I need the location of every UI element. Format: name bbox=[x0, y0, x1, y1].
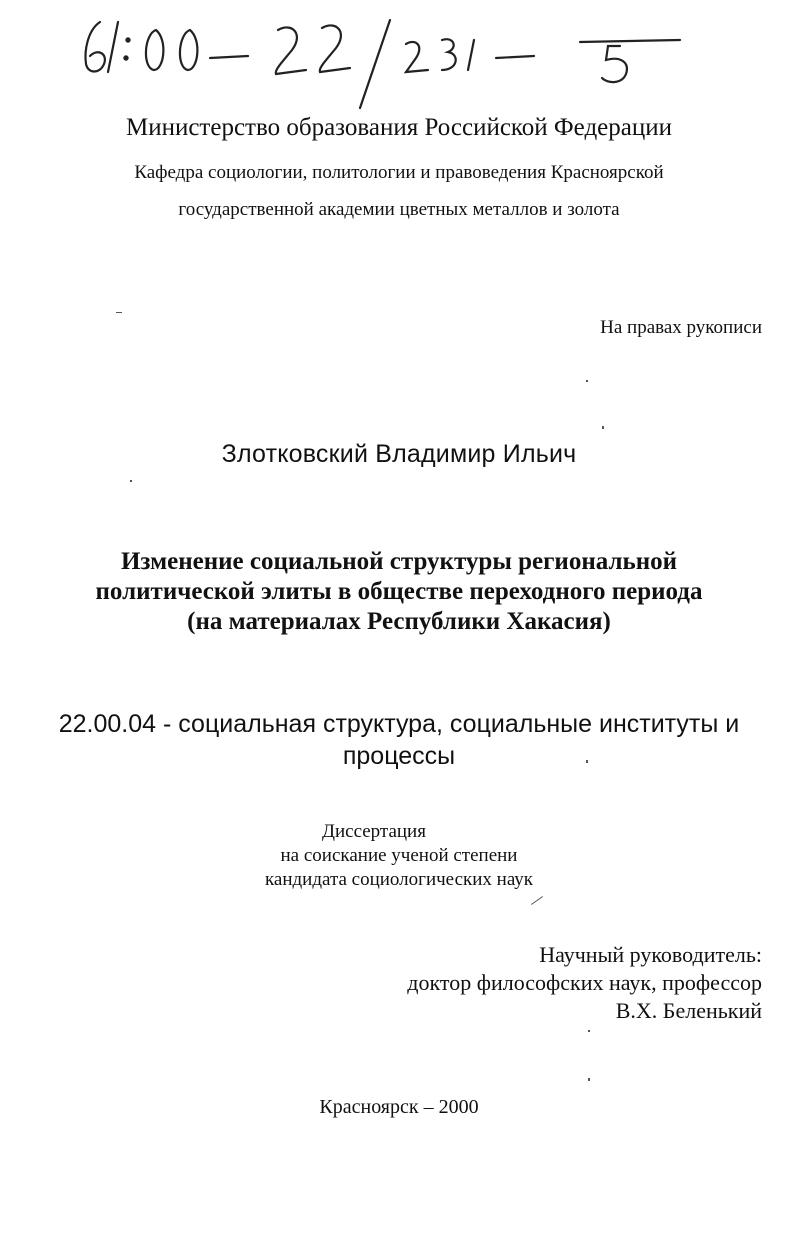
author-name: Злотковский Владимир Ильич bbox=[221, 440, 577, 468]
title-line-3: (на материалах Республики Хакасия) bbox=[187, 608, 611, 635]
scan-speck bbox=[588, 1078, 590, 1081]
supervisor-label: Научный руководитель: bbox=[539, 942, 762, 967]
dissertation-title bbox=[0, 547, 798, 637]
supervisor-block bbox=[407, 941, 762, 1025]
scan-speck bbox=[116, 312, 122, 313]
degree-line-2: на соискание ученой степени bbox=[280, 845, 518, 866]
degree-statement bbox=[0, 820, 798, 892]
scan-speck bbox=[586, 760, 588, 763]
specialty-line-2: процессы bbox=[342, 742, 456, 770]
scan-speck bbox=[588, 1030, 590, 1032]
supervisor-name: В.Х. Беленький bbox=[615, 998, 762, 1023]
department-line-2: государственной академии цветных металлов и золота bbox=[178, 199, 620, 220]
degree-line-1: Диссертация bbox=[322, 821, 426, 842]
city-year: Красноярск – 2000 bbox=[319, 1096, 479, 1118]
supervisor-degree: доктор философских наук, профессор bbox=[407, 970, 762, 995]
scan-speck bbox=[586, 380, 588, 382]
degree-line-3: кандидата социологических наук bbox=[264, 869, 534, 890]
scan-speck bbox=[602, 426, 604, 429]
ministry-heading: Министерство образования Российской Федерации bbox=[125, 114, 673, 141]
handwritten-archive-code bbox=[60, 0, 740, 120]
scan-speck bbox=[531, 896, 543, 905]
manuscript-rights-note: На правах рукописи bbox=[600, 317, 762, 338]
specialty-line-1: 22.00.04 - социальная структура, социальные институты и bbox=[58, 710, 740, 738]
scan-speck bbox=[130, 480, 132, 482]
title-line-1: Изменение социальной структуры региональной bbox=[120, 548, 678, 575]
title-line-2: политической элиты в обществе переходного периода bbox=[95, 578, 703, 605]
department-line-1: Кафедра социологии, политологии и правоведения Красноярской bbox=[134, 162, 664, 183]
specialty-code bbox=[0, 708, 798, 772]
